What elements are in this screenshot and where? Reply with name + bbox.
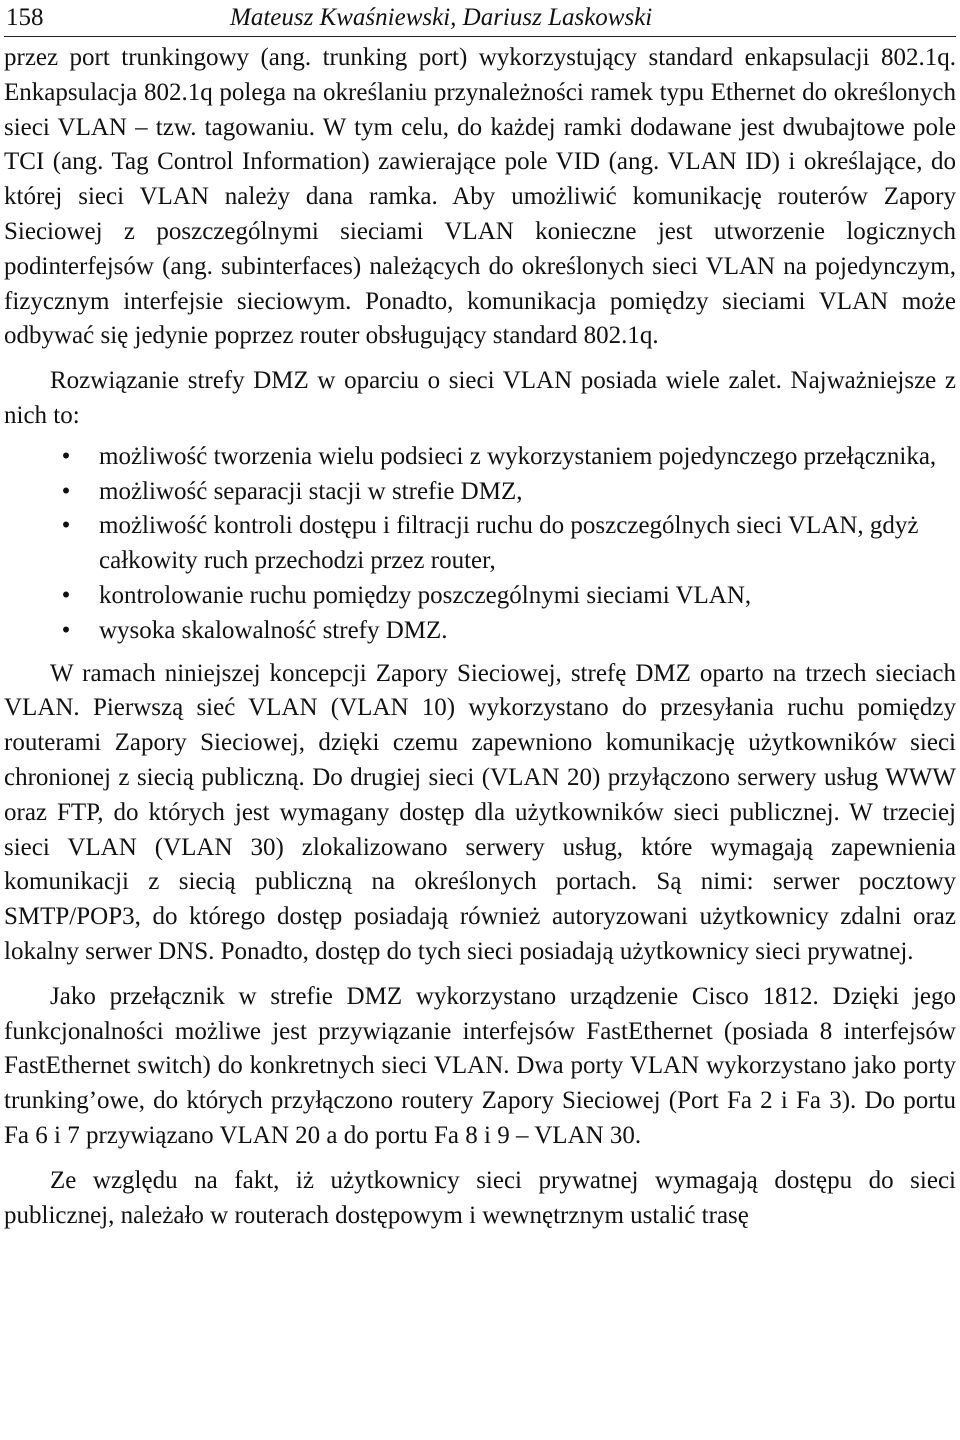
- paragraph-vlan-concept: W ramach niniejszej koncepcji Zapory Sieciowej, strefę DMZ oparto na trzech sieciach VLAN. Pierwszą sieć VLAN (VLAN 10) wykorzystano do przesyłania ruchu pomiędzy routerami Zapory Sieciowej, dzięki czemu zapewniono komunikację użytkowników sieci chronionej z siecią publiczną. Do drugiej sieci (VLAN 20) przyłączono serwery usług WWW oraz FTP, do których jest wymagany dostęp dla użytkowników sieci publicznej. W trzeciej sieci VLAN (VLAN 30) zlokalizowano serwery usług, które wymagają zapewnienia komunikacji z siecią publiczną na określonych portach. Są nimi: serwer pocztowy SMTP/POP3, do którego dostęp posiadają również autoryzowani użytkownicy zdalni oraz lokalny serwer DNS. Ponadto, dostęp do tych sieci posiadają użytkownicy sieci prywatnej.: [4, 659, 956, 965]
- list-item: [4, 579, 956, 614]
- bullet-icon: •: [61, 581, 71, 609]
- document-page: [4, 0, 956, 1233]
- bullet-icon: •: [61, 442, 71, 470]
- paragraph-vlan-trunking: przez port trunkingowy (ang. trunking port) wykorzystujący standard enkapsulacji 802.1q. Enkapsulacja 802.1q polega na określaniu przynależności ramek typu Ethernet do określonych sieci VLAN – tzw. tagowaniu. W tym celu, do każdej ramki dodawane jest dwubajtowe pole TCI (ang. Tag Control Information) zawierające pole VID (ang. VLAN ID) i określające, do której sieci VLAN należy dana ramka. Aby umożliwić komunikację routerów Zapory Sieciowej z poszczególnymi sieciami VLAN konieczne jest utworzenie logicznych podinterfejsów (ang. subinterfaces) należących do określonych sieci VLAN na pojedynczym, fizycznym interfejsie sieciowym. Ponadto, komunikacja pomiędzy sieciami VLAN może odbywać się jedynie poprzez router obsługujący standard 802.1q.: [4, 44, 956, 350]
- list-item-text: możliwość tworzenia wielu podsieci z wykorzystaniem pojedynczego przełącznika,: [99, 442, 937, 470]
- list-item-text: kontrolowanie ruchu pomiędzy poszczególnymi sieciami VLAN,: [99, 581, 752, 609]
- bullet-icon: •: [61, 477, 71, 505]
- running-header-authors: Mateusz Kwaśniewski, Dariusz Laskowski: [230, 4, 653, 31]
- page-number: 158: [6, 4, 44, 31]
- list-item: [4, 614, 956, 649]
- bullet-icon: •: [61, 512, 71, 540]
- advantages-list-block: [4, 440, 956, 649]
- bullet-icon: •: [61, 616, 71, 644]
- list-item-text: możliwość separacji stacji w strefie DMZ,: [99, 477, 523, 505]
- paragraph-private-network-access: Ze względu na fakt, iż użytkownicy sieci prywatnej wymagają dostępu do sieci publicznej, należało w routerach dostępowym i wewnętrznym ustalić trasę: [4, 1166, 956, 1229]
- list-item: [4, 475, 956, 510]
- list-item-text: wysoka skalowalność strefy DMZ.: [99, 616, 448, 644]
- advantages-list: [4, 440, 956, 649]
- list-item-text: możliwość kontroli dostępu i filtracji ruchu do poszczególnych sieci VLAN, gdyż całkowity ruch przechodzi przez router,: [99, 512, 919, 575]
- paragraph-cisco-switch: Jako przełącznik w strefie DMZ wykorzystano urządzenie Cisco 1812. Dzięki jego funkcjonalności możliwe jest przywiązanie interfejsów FastEthernet (posiada 8 interfejsów FastEthernet switch) do konkretnych sieci VLAN. Dwa porty VLAN wykorzystano jako porty trunking’owe, do których przyłączono routery Zapory Sieciowej (Port Fa 2 i Fa 3). Do portu Fa 6 i 7 przywiązano VLAN 20 a do portu Fa 8 i 9 – VLAN 30.: [4, 982, 956, 1149]
- list-item: [4, 509, 956, 579]
- running-header: [4, 0, 956, 37]
- list-item: [4, 440, 956, 475]
- body-text: [4, 37, 956, 1233]
- paragraph-dmz-advantages-intro: Rozwiązanie strefy DMZ w oparciu o sieci VLAN posiada wiele zalet. Najważniejsze z nich to:: [4, 367, 956, 429]
